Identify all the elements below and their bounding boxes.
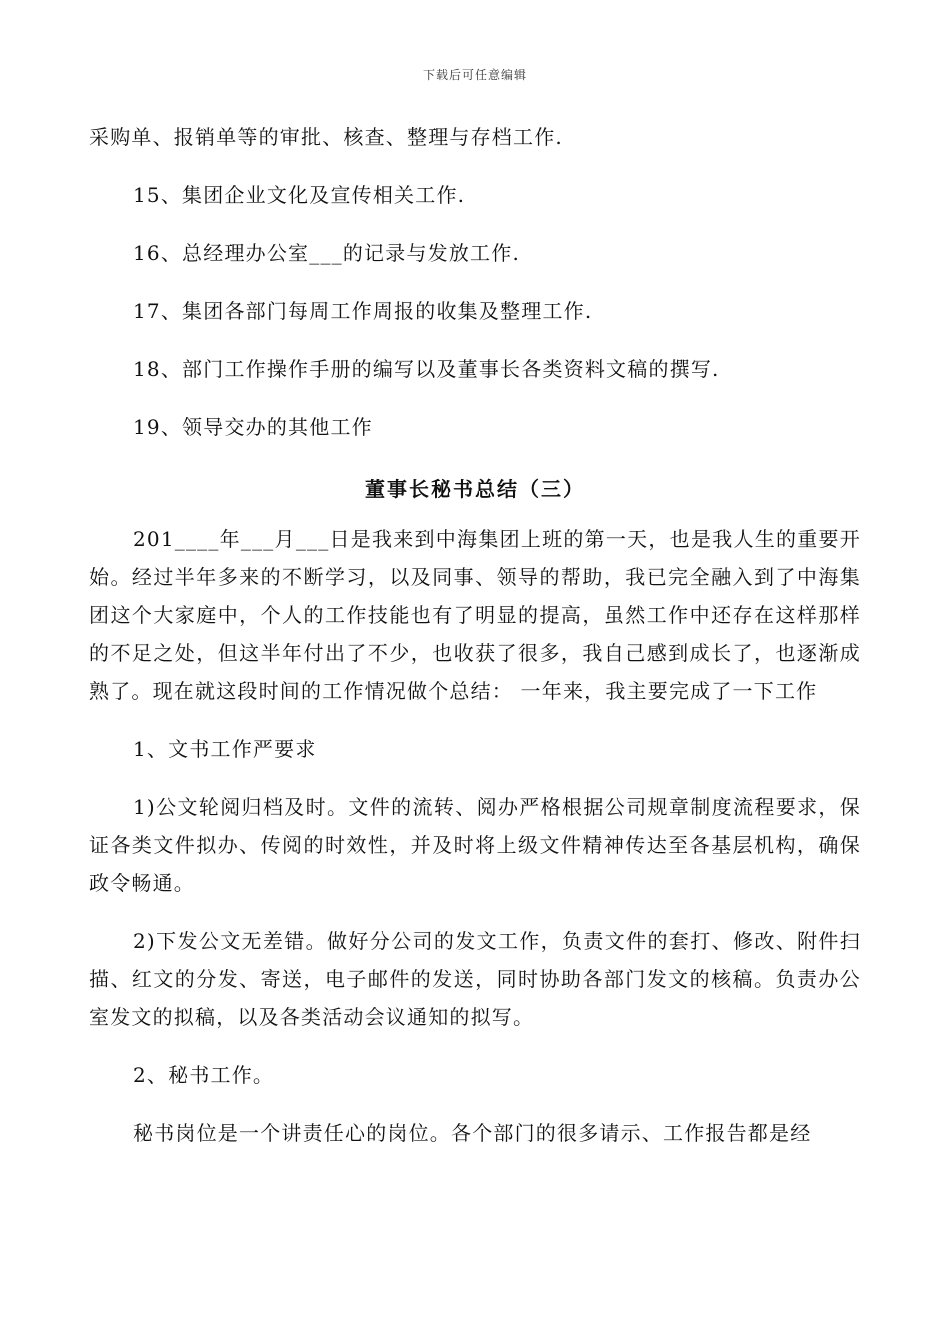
list-item-18: 18、部门工作操作手册的编写以及董事长各类资料文稿的撰写.	[133, 357, 720, 381]
page-header: 下载后可任意编辑	[422, 68, 527, 82]
section-title: 董事长秘书总结（三）	[365, 477, 585, 501]
list-item-16: 16、总经理办公室___的记录与发放工作.	[133, 241, 521, 265]
paragraph-secretary: 秘书岗位是一个讲责任心的岗位。各个部门的很多请示、工作报告都是经	[133, 1121, 812, 1145]
paragraph-continuation: 采购单、报销单等的审批、核查、整理与存档工作.	[89, 125, 563, 149]
heading-secretary-work: 2、秘书工作。	[133, 1063, 275, 1087]
subpoint-2: 2)下发公文无差错。做好分公司的发文工作，负责文件的套打、修改、附件扫描、红文的分发、寄送，电子邮件的发送，同时协助各部门发文的核稿。负责办公室发文的拟稿，以及各类活动会议通知的拟写。	[89, 929, 861, 1029]
intro-paragraph: 201____年___月___日是我来到中海集团上班的第一天，也是我人生的重要开始。经过半年多来的不断学习，以及同事、领导的帮助，我已完全融入到了中海集团这个大家庭中，个人的工作技能也有了明显的提高，虽然工作中还存在这样那样的不足之处，但这半年付出了不少，也收获了很多，我自己感到成长了，也逐渐成熟了。现在就这段时间的工作情况做个总结： 一年来，我主要完成了一下工作	[89, 527, 861, 703]
subpoint-1: 1)公文轮阅归档及时。文件的流转、阅办严格根据公司规章制度流程要求，保证各类文件拟办、传阅的时效性，并及时将上级文件精神传达至各基层机构，确保政令畅通。	[89, 795, 861, 895]
document-body	[89, 118, 861, 1152]
list-item-19: 19、领导交办的其他工作	[133, 415, 373, 439]
heading-paperwork: 1、文书工作严要求	[133, 737, 317, 761]
list-item-15: 15、集团企业文化及宣传相关工作.	[133, 183, 466, 207]
list-item-17: 17、集团各部门每周工作周报的收集及整理工作.	[133, 299, 593, 323]
